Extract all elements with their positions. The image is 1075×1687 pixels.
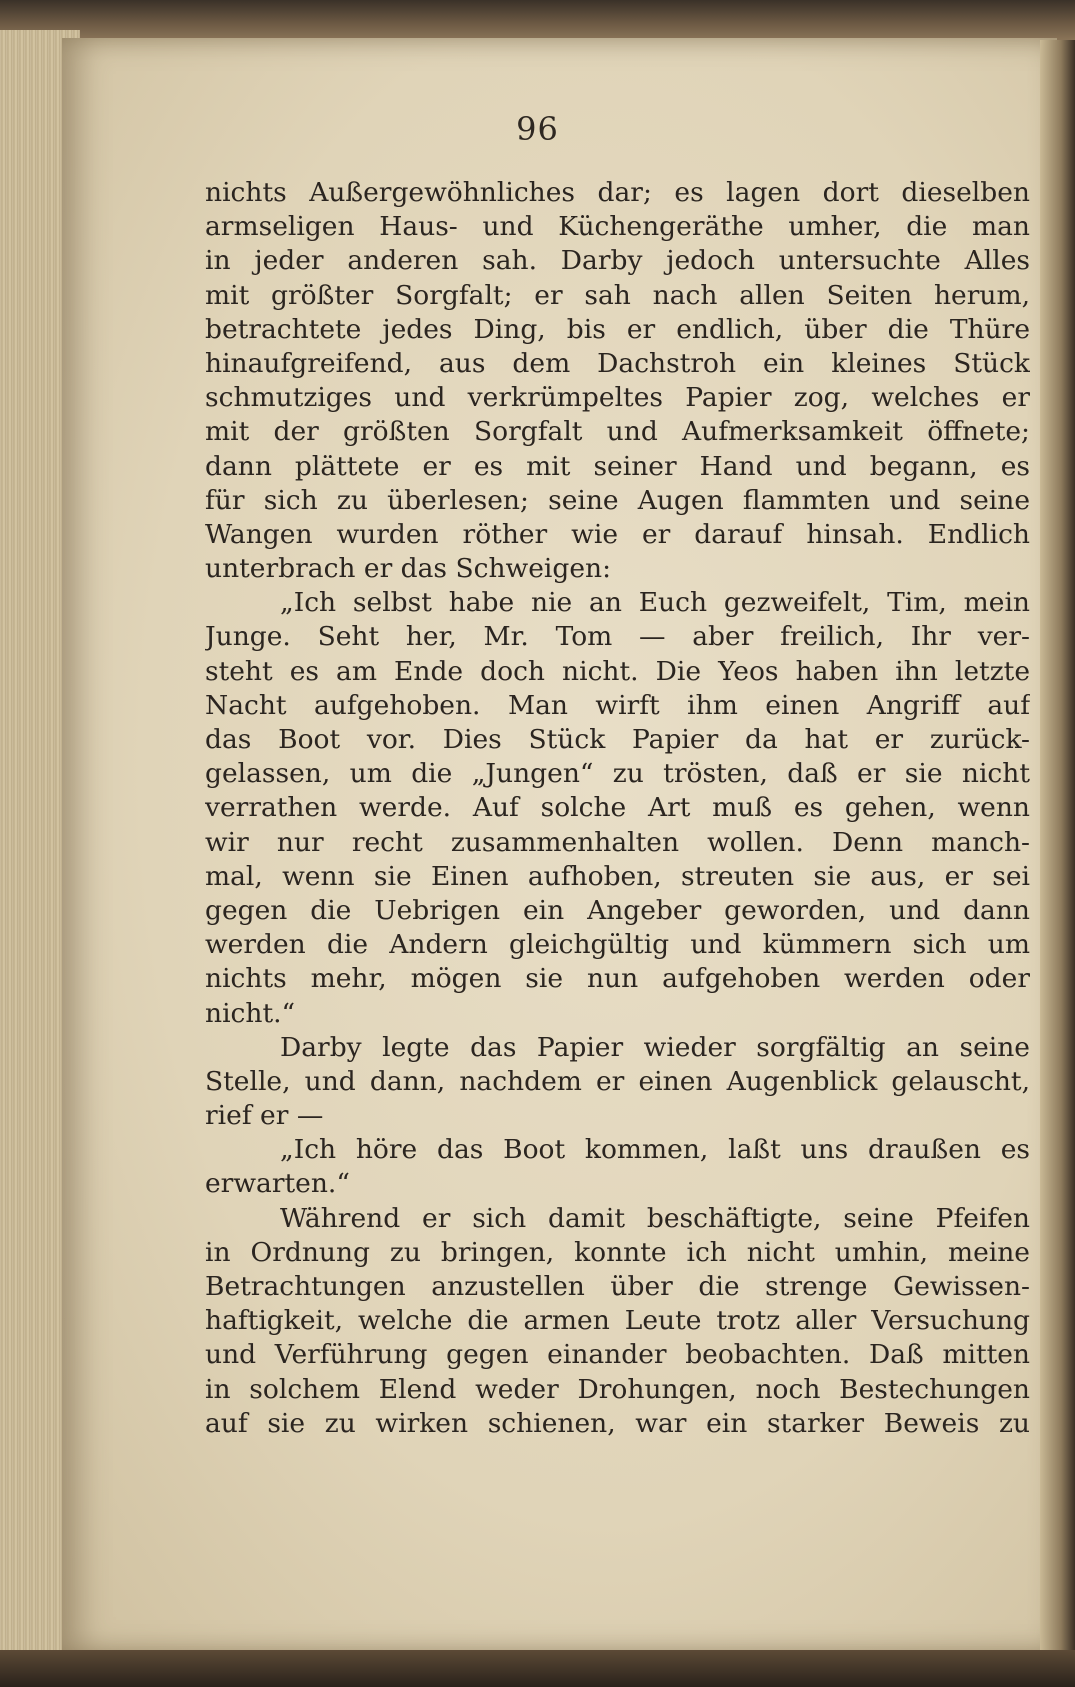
- text-line: werden die Andern gleichgültig und kümmern sich um: [205, 929, 1030, 961]
- text-line: nicht.“: [205, 997, 296, 1029]
- text-line: unterbrach er das Schweigen:: [205, 553, 612, 585]
- text-line: verrathen werde. Auf solche Art muß es gehen, wenn: [205, 792, 1030, 824]
- text-line: mit der größten Sorgfalt und Aufmerksamkeit öffnete;: [205, 416, 1030, 448]
- text-line: mal, wenn sie Einen aufhoben, streuten sie aus, er sei: [205, 860, 1030, 892]
- text-line: nichts mehr, mögen sie nun aufgehoben werden oder: [205, 963, 1030, 995]
- book-top-edge: [0, 0, 1075, 40]
- book-right-edge: [1040, 40, 1075, 1655]
- text-line: dann plättete er es mit seiner Hand und begann, es: [205, 450, 1030, 482]
- text-line: Stelle, und dann, nachdem er einen Augenblick gelauscht,: [205, 1065, 1030, 1097]
- text-line: für sich zu überlesen; seine Augen flammten und seine: [205, 484, 1030, 516]
- text-line: armseligen Haus- und Küchengeräthe umher, die man: [205, 211, 1030, 243]
- text-line: rief er —: [205, 1100, 324, 1132]
- text-line: betrachtete jedes Ding, bis er endlich, über die Thüre: [205, 313, 1030, 345]
- text-line: Nacht aufgehoben. Man wirft ihm einen Angriff auf: [205, 689, 1030, 721]
- text-line: steht es am Ende doch nicht. Die Yeos haben ihn letzte: [205, 655, 1030, 687]
- text-line: das Boot vor. Dies Stück Papier da hat er zurück-: [205, 724, 1030, 755]
- text-line: Junge. Seht her, Mr. Tom — aber freilich, Ihr ver-: [205, 621, 1030, 653]
- text-line: auf sie zu wirken schienen, war ein starker Beweis zu: [205, 1407, 1030, 1439]
- text-line: in jeder anderen sah. Darby jedoch untersuchte Alles: [205, 245, 1030, 277]
- text-line: gelassen, um die „Jungen“ zu trösten, daß er sie nicht: [205, 758, 1030, 790]
- text-line: „Ich höre das Boot kommen, laßt uns draußen es: [280, 1134, 1030, 1166]
- text-line: nichts Außergewöhnliches dar; es lagen dort dieselben: [205, 177, 1030, 208]
- text-line: in solchem Elend weder Drohungen, noch Bestechungen: [205, 1373, 1030, 1405]
- text-line: Während er sich damit beschäftigte, seine Pfeifen: [280, 1202, 1030, 1234]
- text-line: hinaufgreifend, aus dem Dachstroh ein kleines Stück: [205, 347, 1030, 379]
- body-text: [205, 176, 1030, 1441]
- page-number: 96: [516, 110, 559, 148]
- text-line: mit größter Sorgfalt; er sah nach allen Seiten herum,: [205, 279, 1030, 311]
- text-line: und Verführung gegen einander beobachten. Daß mitten: [205, 1339, 1030, 1371]
- text-line: Darby legte das Papier wieder sorgfältig an seine: [280, 1031, 1030, 1063]
- text-line: Wangen wurden röther wie er darauf hinsah. Endlich: [205, 518, 1030, 550]
- text-line: schmutziges und verkrümpeltes Papier zog, welches er: [205, 382, 1030, 414]
- text-line: „Ich selbst habe nie an Euch gezweifelt, Tim, mein: [280, 587, 1030, 619]
- text-line: wir nur recht zusammenhalten wollen. Denn manch-: [205, 826, 1030, 858]
- text-line: gegen die Uebrigen ein Angeber geworden, und dann: [205, 894, 1030, 926]
- text-line: Betrachtungen anzustellen über die strenge Gewissen-: [205, 1271, 1030, 1302]
- text-line: erwarten.“: [205, 1168, 350, 1200]
- book-bottom-edge: [0, 1650, 1075, 1687]
- text-line: haftigkeit, welche die armen Leute trotz aller Versuchung: [205, 1305, 1030, 1337]
- text-line: in Ordnung zu bringen, konnte ich nicht umhin, meine: [205, 1236, 1030, 1268]
